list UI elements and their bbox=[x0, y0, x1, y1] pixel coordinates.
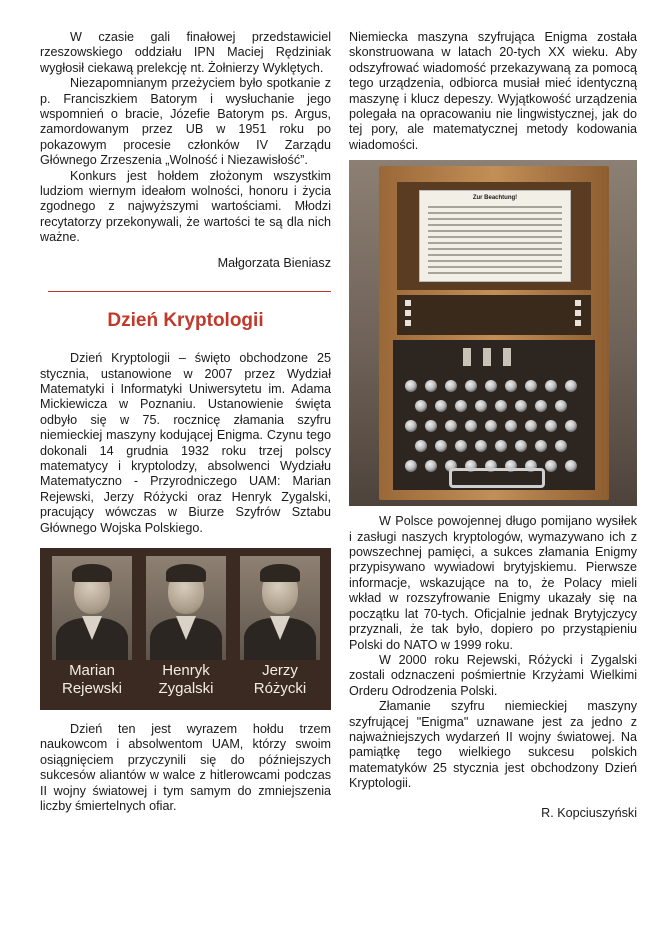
section-heading: Dzień Kryptologii bbox=[107, 310, 264, 332]
case-handle bbox=[449, 468, 545, 488]
article-paragraph: Niemiecka maszyna szyfrująca Enigma została skonstruowana w latach 20-tych XX wieku. Aby odszyfrować wiadomość przekazywaną za pomocą tego urządzenia, odbiorca musiał mieć identyczną maszynę i klucz depeszy. Wyjątkowość urządzenia polegała na opracowaniu nie lingwistycznej, jak do tej pory, ale matematycznej metody kodowania wiadomości. bbox=[349, 30, 637, 152]
enigma-key bbox=[455, 400, 467, 412]
cryptologists-photo bbox=[40, 548, 331, 710]
enigma-key bbox=[475, 440, 487, 452]
enigma-key bbox=[425, 420, 437, 432]
enigma-key bbox=[435, 400, 447, 412]
enigma-key bbox=[465, 380, 477, 392]
signature-kopciuszynski: R. Kopciuszyński bbox=[541, 805, 637, 820]
enigma-key bbox=[525, 420, 537, 432]
enigma-key bbox=[405, 380, 417, 392]
portrait-zygalski bbox=[146, 556, 226, 660]
enigma-key bbox=[445, 420, 457, 432]
enigma-key bbox=[505, 380, 517, 392]
enigma-key bbox=[545, 460, 557, 472]
enigma-key bbox=[515, 400, 527, 412]
enigma-key bbox=[485, 380, 497, 392]
enigma-key bbox=[475, 400, 487, 412]
article-paragraph: Dzień Kryptologii – święto obchodzone 25 stycznia, ustanowione w 2007 przez Wydział Matematyki i Informatyki Uniwersytetu im. Adama Mickiewicza w Poznaniu. Ustanowienie święta odbyło się w 75. rocznicę złamania szyfru niemieckiej maszyny kodującej Enigma. Czynu tego dokonali 14 grudnia 1932 roku trzej polscy matematycy i kryptolodzy, absolwenci Wydziału Matematyczno - Przyrodniczego UAM: Marian Rejewski, Jerzy Różycki oraz Henryk Zygalski, pracujący wówczas w Biurze Szyfrów Sztabu Głównego Wojska Polskiego. bbox=[40, 351, 331, 535]
enigma-machine-photo bbox=[349, 160, 637, 506]
article-paragraph: W 2000 roku Rejewski, Różycki i Zygalski zostali odznaczeni pośmiertnie Krzyżami Wielkimi Orderu Odrodzenia Polski. bbox=[349, 652, 637, 698]
article-paragraph: Konkurs jest hołdem złożonym wszystkim ludziom wiernym ideałom wolności, honoru i życia zgodnego z najwyższymi wartościami. Młodzi recytatorzy przekonywali, że wartości te są dla nich ważne. bbox=[40, 168, 331, 245]
portrait-rejewski bbox=[52, 556, 132, 660]
enigma-key bbox=[505, 420, 517, 432]
enigma-key bbox=[415, 440, 427, 452]
enigma-key bbox=[425, 380, 437, 392]
article-paragraph: Dzień ten jest wyrazem hołdu trzem naukowcom i absolwentom UAM, którzy swoim osiągnięciem przyczynili się do późniejszych sukcesów aliantów w walce z hitlerowcami podczas II wojny światowej i tym samym do zmniejszenia liczby śmiertelnych ofiar. bbox=[40, 721, 331, 813]
caption-zygalski: Henryk Zygalski bbox=[158, 661, 214, 697]
enigma-key bbox=[465, 420, 477, 432]
enigma-key bbox=[565, 380, 577, 392]
instruction-sheet bbox=[419, 190, 571, 282]
enigma-key bbox=[555, 400, 567, 412]
caption-rozycki: Jerzy Różycki bbox=[253, 661, 307, 697]
enigma-key bbox=[545, 380, 557, 392]
left-column bbox=[40, 30, 331, 814]
enigma-key bbox=[485, 420, 497, 432]
enigma-key bbox=[405, 420, 417, 432]
enigma-key bbox=[495, 400, 507, 412]
enigma-key bbox=[565, 460, 577, 472]
section-divider bbox=[48, 291, 331, 292]
enigma-key bbox=[535, 400, 547, 412]
enigma-key bbox=[415, 400, 427, 412]
enigma-key bbox=[435, 440, 447, 452]
enigma-key bbox=[535, 440, 547, 452]
enigma-key bbox=[515, 440, 527, 452]
enigma-key bbox=[565, 420, 577, 432]
enigma-key bbox=[555, 440, 567, 452]
enigma-key bbox=[495, 440, 507, 452]
caption-rejewski: Marian Rejewski bbox=[61, 661, 122, 697]
enigma-key bbox=[405, 460, 417, 472]
article-paragraph: Niezapomnianym przeżyciem było spotkanie z p. Franciszkiem Batorym i wysłuchanie jego wspomnień o bracie, Józefie Batorym ps. Argus, zamordowanym przez UB w 1951 roku po pokazowym procesie członków IV Zarządu Głównego Zrzeszenia „Wolność i Niezawisłość”. bbox=[40, 76, 331, 168]
enigma-key bbox=[525, 380, 537, 392]
portrait-rozycki bbox=[240, 556, 320, 660]
signature-bieniasz: Małgorzata Bieniasz bbox=[217, 255, 331, 270]
enigma-key bbox=[445, 380, 457, 392]
enigma-key bbox=[545, 420, 557, 432]
enigma-key bbox=[425, 460, 437, 472]
article-paragraph: W czasie gali finałowej przedstawiciel rzeszowskiego oddziału IPN Maciej Rędziniak wygłosił ciekawą prelekcję nt. Żołnierzy Wyklętych. bbox=[40, 30, 331, 75]
article-paragraph: W Polsce powojennej długo pomijano wysiłek i zasługi naszych kryptologów, wymazywano ich z powszechnej pamięci, a sukces złamania Enigmy przypisywano wywiadowi brytyjskiemu. Pierwsze informacje, wskazujące na to, że Polacy mieli wkład w rozszyfrowanie Enigmy ukazały się na początku lat 70-tych. Oficjalnie jednak Brytyjczycy przyznali, że tak było, dopiero po przystąpieniu Polski do NATO w 1999 roku. bbox=[349, 514, 637, 652]
article-paragraph: Złamanie szyfru niemieckiej maszyny szyfrującej "Enigma" uznawane jest za jedno z najważniejszych wydarzeń II wojny światowej. Na pamiątkę tego wielkiego sukcesu polskich matematyków 25 stycznia jest obchodzony Dzień Kryptologii. bbox=[349, 699, 637, 791]
instruction-sheet-title: Zur Beachtung! bbox=[472, 195, 518, 202]
enigma-key bbox=[455, 440, 467, 452]
right-column bbox=[349, 30, 637, 821]
